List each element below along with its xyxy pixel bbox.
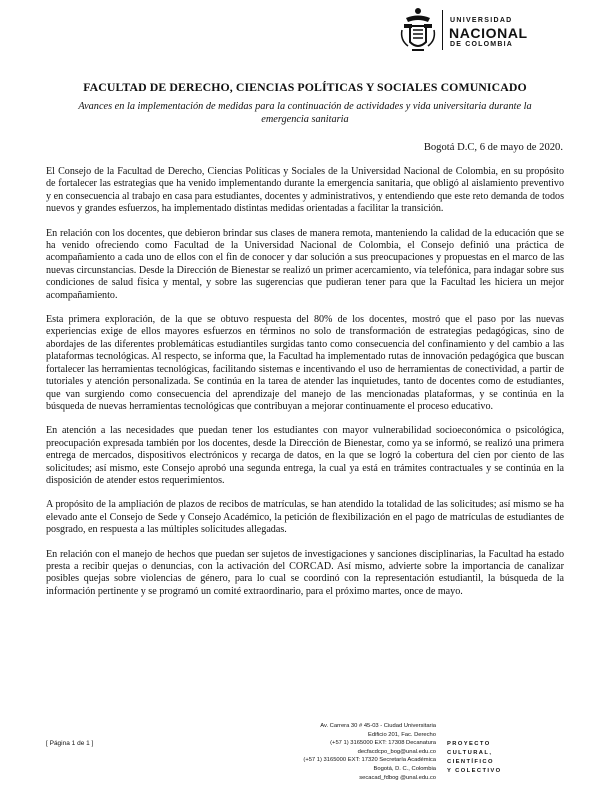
- footer-slogan-line: PROYECTO: [447, 741, 491, 747]
- document-subtitle: Avances en la implementación de medidas para la continuación de actividades y vida universitaria durante la emergencia sanitaria: [78, 101, 532, 125]
- logo-line-1: UNIVERSIDAD: [450, 17, 513, 24]
- footer-address-line: Bogotá, D. C., Colombia: [373, 765, 436, 772]
- footer-address-line: decfacdcpo_bog@unal.edu.co: [357, 748, 436, 755]
- university-seal-icon: [398, 6, 438, 54]
- logo-divider: [442, 10, 443, 50]
- footer-address-line: secacad_fdbog @unal.edu.co: [359, 774, 436, 781]
- paragraph: A propósito de la ampliación de plazos de recibos de matrículas, se han atendido la totalidad de las solicitudes; así mismo se ha elevado ante el Consejo de Sede y Consejo Académico, la petición de flexibilización en el pago de matrículas de estudiantes de posgrado, en respuesta a las múltiples solicitudes allegadas.: [46, 499, 564, 536]
- university-logo: [398, 6, 598, 58]
- footer-slogan-line: CIENTÍFICO: [447, 759, 494, 765]
- paragraph: En relación con el manejo de hechos que puedan ser sujetos de investigaciones y sanciones disciplinarias, la Facultad ha estado presta a recibir quejas o denuncias, con la activación del CORCAD. Así mismo, advierte sobre la importancia de canalizar posibles quejas sobre violencias de género, para lo cual se coordinó con la representación estudiantil, la búsqueda de la información pertinente y se programó un comité extraordinario, para el próximo martes, once de mayo.: [46, 548, 564, 597]
- paragraph: En atención a las necesidades que puedan tener los estudiantes con mayor vulnerabilidad socioeconómica o psicológica, preocupación expresada también por los docentes, desde la Dirección de Bienestar, como ya se informó, se realizó una primera entrega de mercados, dispositivos electrónicos y recarga de datos, en la que se logró la cobertura del cien por ciento de las solicitudes; así mismo, este Consejo aprobó una segunda entrega, la cual ya está en trámites contractuales y se continúa en la disposición de atender estos requerimientos.: [46, 425, 564, 486]
- paragraph: El Consejo de la Facultad de Derecho, Ciencias Políticas y Sociales de la Universidad Nacional de Colombia, en su propósito de fortalecer las estrategias que ha venido implementando durante la emergencia sanitaria, que obligó al aislamiento preventivo y en consecuencia al trabajo en casa para estudiantes, docentes y administrativos, y entendiendo que este reto demanda de todos nuevos y grandes esfuerzos, ha implementado distintas medidas orientadas a facilitar la transición.: [46, 166, 564, 215]
- logo-line-3: DE COLOMBIA: [450, 41, 513, 48]
- document-body: [46, 166, 564, 610]
- footer-slogan: [447, 740, 502, 776]
- page-number: [ Página 1 de 1 ]: [46, 740, 94, 747]
- footer-address-line: (+57 1) 3165000 EXT: 17320 Secretaría Académica: [303, 757, 436, 764]
- footer-address-line: Edificio 201, Fac. Derecho: [368, 731, 436, 738]
- footer-slogan-line: CULTURAL,: [447, 750, 493, 756]
- footer-slogan-line: Y COLECTIVO: [447, 768, 502, 774]
- document-title: FACULTAD DE DERECHO, CIENCIAS POLÍTICAS Y SOCIALES COMUNICADO: [83, 80, 527, 94]
- footer-address-line: Av. Carrera 30 # 45-03 - Ciudad Universitaria: [320, 723, 436, 729]
- logo-line-2: NACIONAL: [449, 25, 528, 41]
- footer-address: [252, 722, 436, 782]
- document-date: Bogotá D.C, 6 de mayo de 2020.: [423, 142, 563, 153]
- paragraph: Esta primera exploración, de la que se obtuvo respuesta del 80% de los docentes, mostró que el paso por las nuevas experiencias exige de ellos mayores esfuerzos en términos no solo de transformación de estrategias pedagógicas, sino de abordajes de las diferentes problemáticas estudiantiles surgidas tanto como consecuencia del confinamiento y del cambio a las plataformas tecnológicas. Al respecto, se informa que, la Facultad ha implementado rutas de innovación pedagógica que buscan fortalecer las herramientas tecnológicas, facilitando sistemas e incentivando el uso de herramientas de conectividad, a partir de tutoriales y atención personalizada. Se continúa en la tarea de atender las inquietudes, tanto de docentes como de estudiantes, que van surgiendo como consecuencia del aprendizaje del manejo de las mencionadas plataformas, y se continúa en la búsqueda de nuevas herramientas tecnológicas que contribuyan a mejorar continuamente el proceso educativo.: [46, 314, 564, 412]
- paragraph: En relación con los docentes, que debieron brindar sus clases de manera remota, manteniendo la calidad de la educación que se ha venido ofreciendo como Facultad de la Universidad Nacional de Colombia, el Consejo definió una práctica de acompañamiento a cada uno de ellos con el fin de conocer y dar solución a sus preocupaciones y propuestas en el marco de las nuevas circunstancias. Desde la Dirección de Bienestar se realizó un primer acercamiento, vía telefónica, para indagar sobre sus condiciones de salud física y mental, y sobre las sugerencias que pudieran tener para que la Facultad les hiciera un mejor acompañamiento.: [46, 227, 564, 301]
- footer-address-line: (+57 1) 3165000 EXT: 17308 Decanatura: [330, 740, 436, 747]
